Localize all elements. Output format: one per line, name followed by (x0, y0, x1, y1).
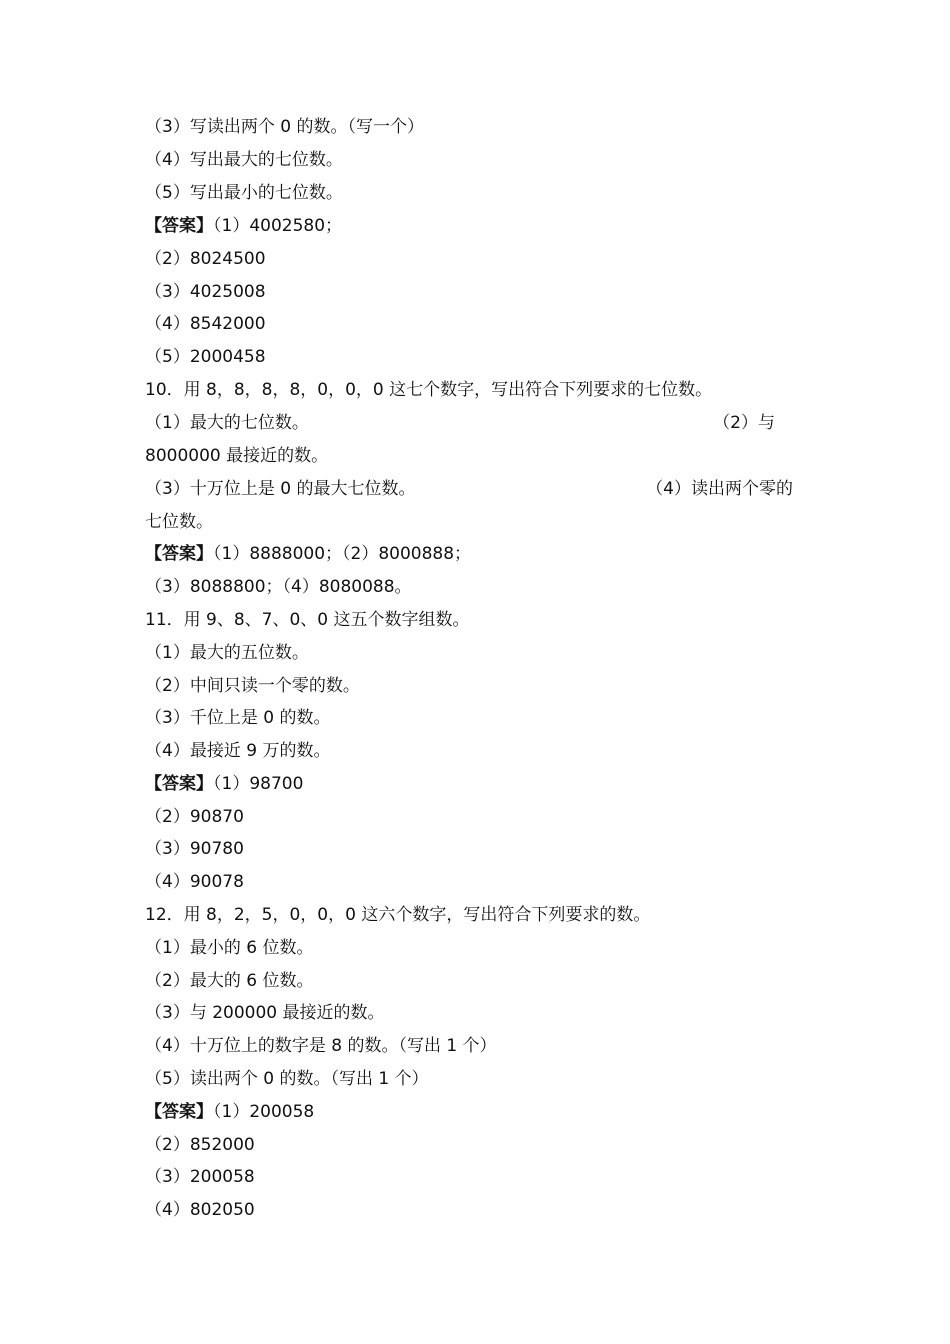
answer-line: （5）2000458 (145, 347, 266, 367)
question-title: 10．用 8，8，8，8，0，0，0 这七个数字，写出符合下列要求的七位数。 (145, 380, 713, 400)
question-line: （2）最大的 6 位数。 (145, 971, 314, 991)
question-title: 12．用 8，2，5，0，0，0 这六个数字，写出符合下列要求的数。 (145, 905, 651, 925)
answer-line (145, 773, 805, 795)
question-line: （5）读出两个 0 的数。（写出 1 个） (145, 1069, 429, 1089)
answer-label: 【答案】 (145, 1102, 213, 1122)
question-line: （1）最小的 6 位数。 (145, 938, 314, 958)
answer-label: 【答案】 (145, 774, 213, 794)
answer-line: （3）90780 (145, 839, 244, 859)
question-line: （3）写读出两个 0 的数。（写一个） (145, 117, 424, 137)
answer-line: （2）90870 (145, 807, 244, 827)
question-line: （4）最接近 9 万的数。 (145, 741, 331, 761)
answer-label: 【答案】 (145, 544, 213, 564)
question-line: 8000000 最接近的数。 (145, 446, 329, 466)
question-line: （1）最大的五位数。 (145, 643, 309, 663)
question-line: 七位数。 (145, 512, 213, 532)
answer-line: （3）200058 (145, 1167, 255, 1187)
answer-line (145, 543, 805, 565)
question-line: （3）十万位上是 0 的最大七位数。 (145, 479, 416, 499)
question-line: （2）中间只读一个零的数。 (145, 676, 360, 696)
answer-line: （2）852000 (145, 1135, 255, 1155)
question-line: （4）十万位上的数字是 8 的数。（写出 1 个） (145, 1036, 497, 1056)
answer-text: （1）8888000；（2）8000888； (213, 544, 472, 564)
answer-text: （1）98700 (213, 774, 304, 794)
answer-text: （1）4002580； (213, 216, 343, 236)
answer-line: （4）802050 (145, 1200, 255, 1220)
answer-line: （3）8088800；（4）8080088。 (145, 577, 412, 597)
answer-line: （4）8542000 (145, 314, 266, 334)
question-title: 11．用 9、8、7、0、0 这五个数字组数。 (145, 610, 470, 630)
question-line: （4）读出两个零的 (646, 479, 793, 499)
answer-text: （1）200058 (213, 1102, 315, 1122)
answer-label: 【答案】 (145, 216, 213, 236)
answer-line (145, 215, 805, 237)
answer-line: （2）8024500 (145, 249, 266, 269)
question-line: （1）最大的七位数。 (145, 413, 309, 433)
question-line: （5）写出最小的七位数。 (145, 183, 343, 203)
question-line: （3）与 200000 最接近的数。 (145, 1003, 385, 1023)
question-line: （2）与 (713, 413, 775, 433)
answer-line: （3）4025008 (145, 282, 266, 302)
question-line: （4）写出最大的七位数。 (145, 150, 343, 170)
question-line: （3）千位上是 0 的数。 (145, 708, 331, 728)
answer-line (145, 1101, 805, 1123)
answer-line: （4）90078 (145, 872, 244, 892)
